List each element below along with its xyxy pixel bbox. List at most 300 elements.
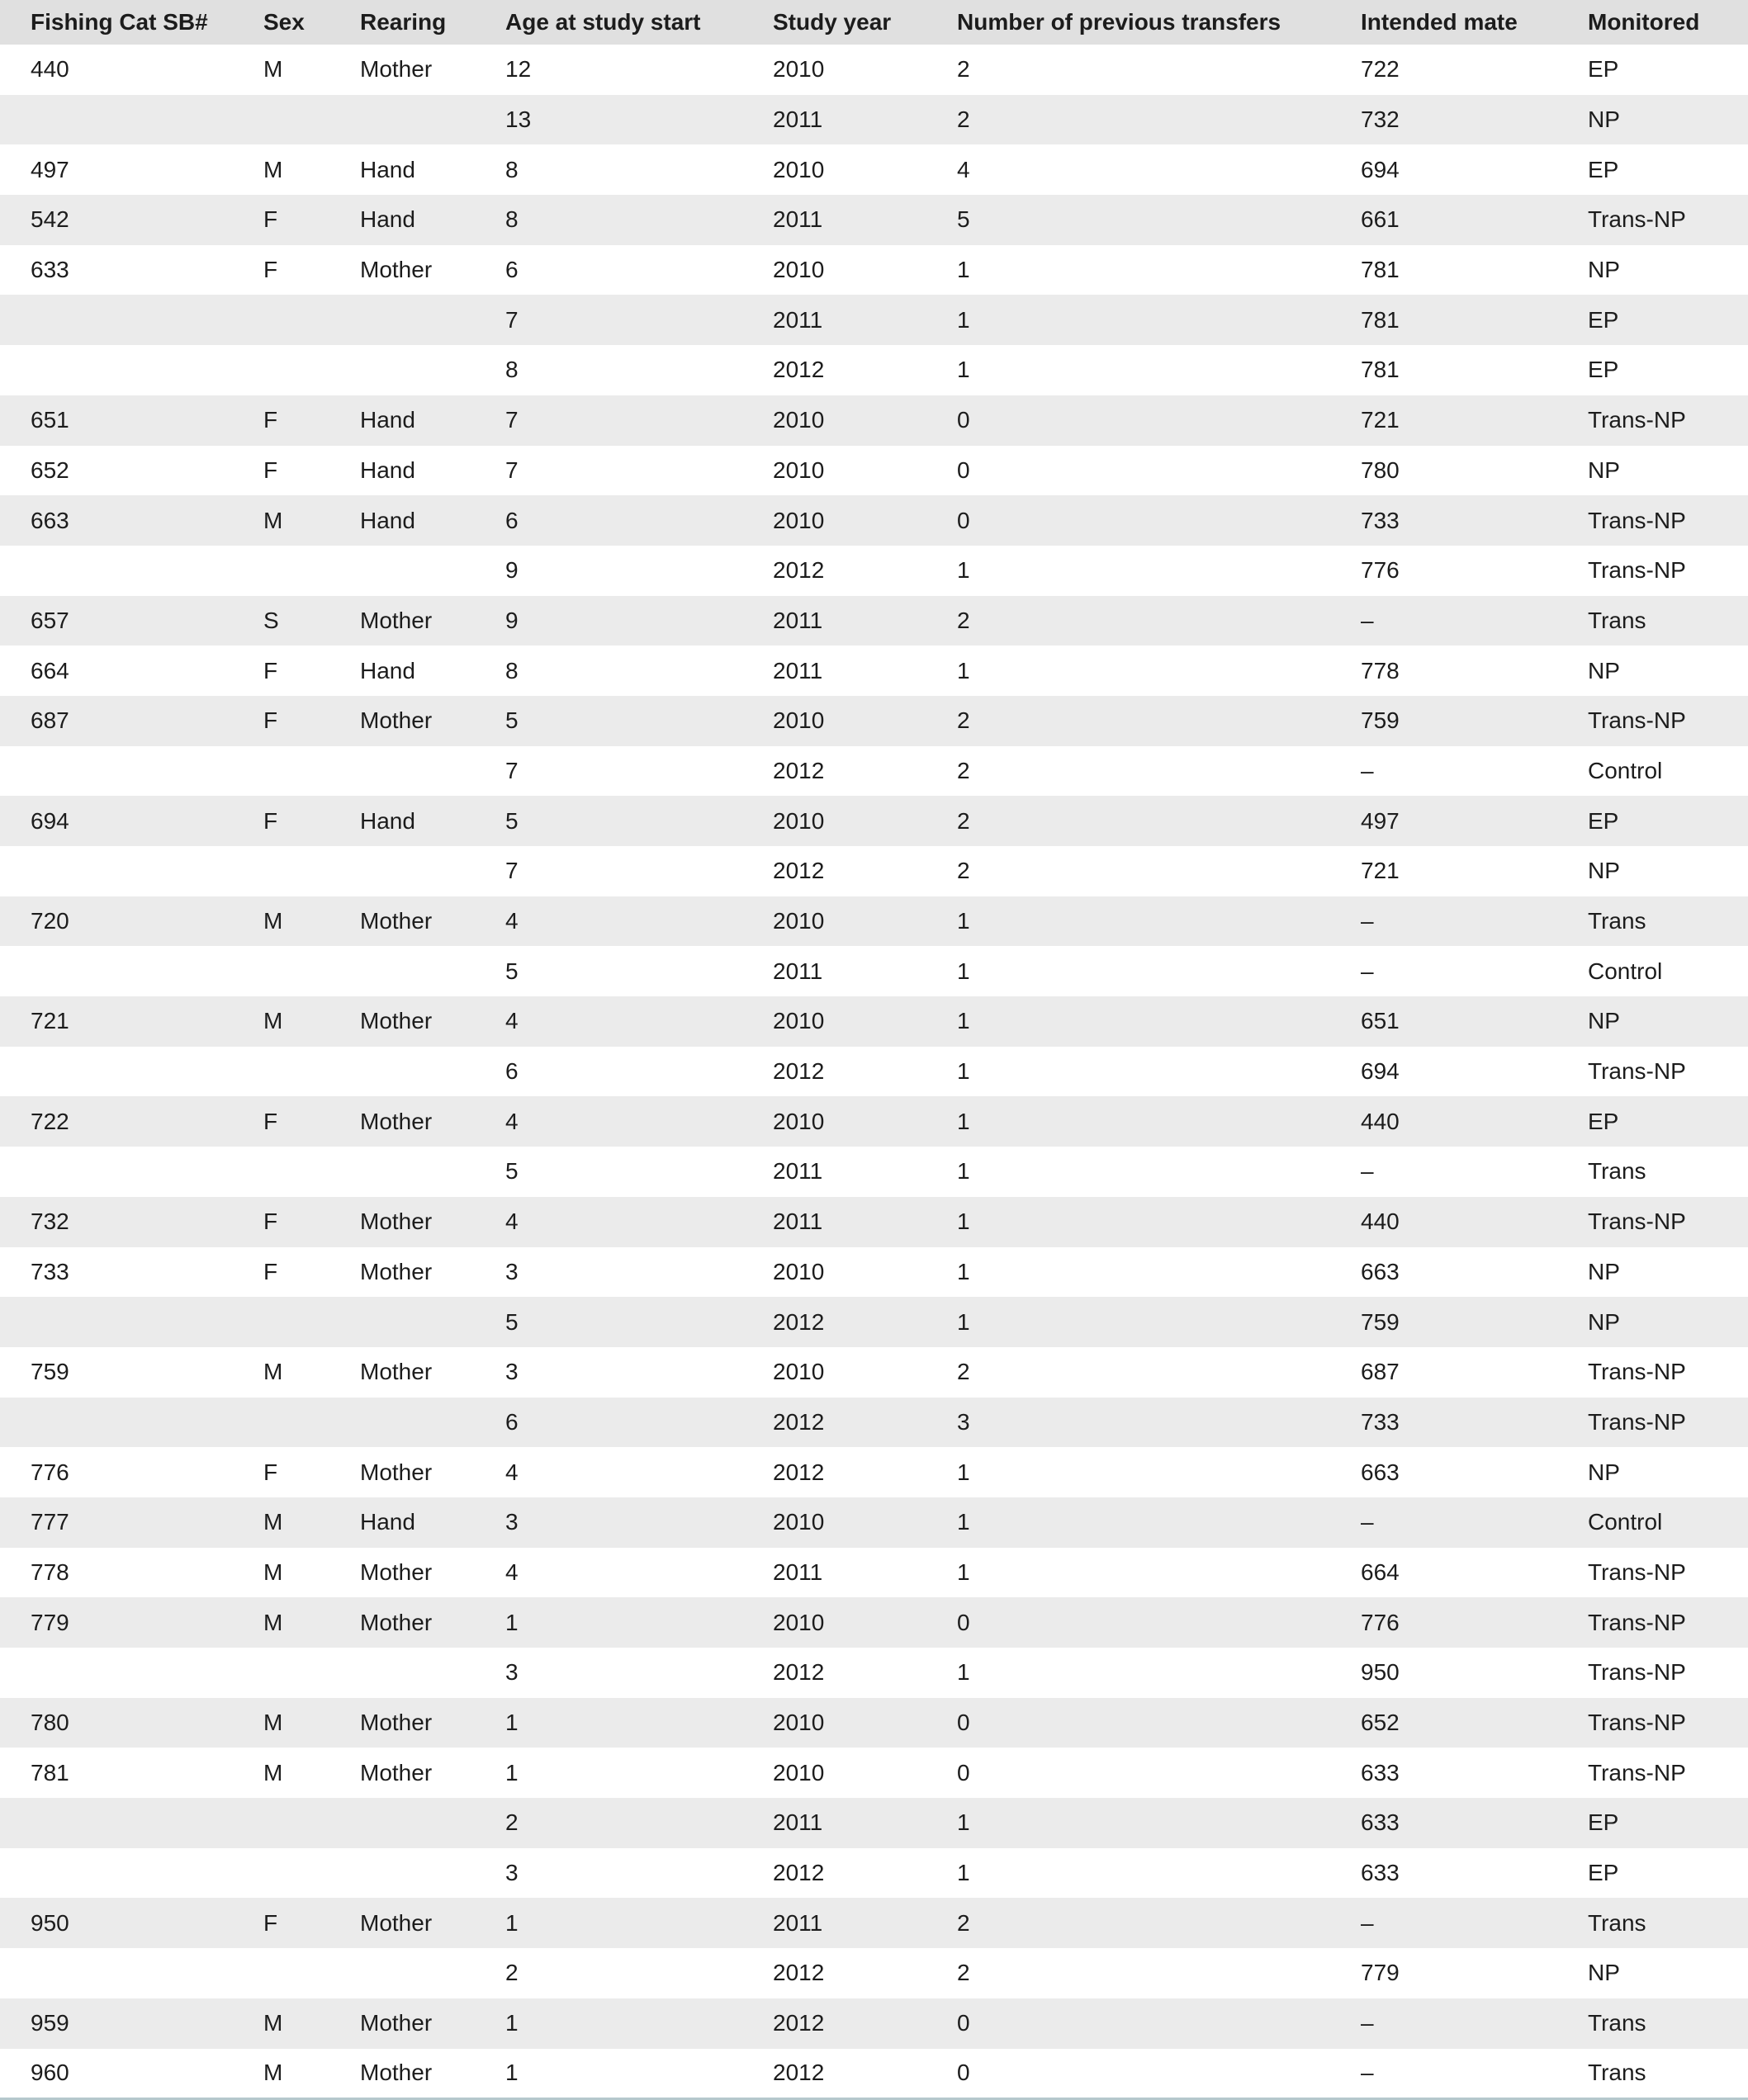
table-cell: 721 [1330, 846, 1557, 896]
table-cell: 4 [475, 996, 742, 1047]
table-cell: M [233, 1748, 329, 1798]
table-cell [329, 946, 475, 996]
table-cell: 651 [0, 395, 233, 446]
table-cell: 2011 [742, 195, 926, 245]
table-cell: 2 [926, 746, 1330, 797]
table-cell: Control [1557, 1497, 1748, 1548]
table-cell: 2012 [742, 846, 926, 896]
table-cell: Trans [1557, 2049, 1748, 2099]
table-cell [329, 95, 475, 145]
table-cell: 2012 [742, 746, 926, 797]
table-cell: EP [1557, 144, 1748, 195]
table-cell: – [1330, 1147, 1557, 1197]
table-cell [0, 95, 233, 145]
table-cell: 1 [475, 1898, 742, 1948]
table-cell [329, 1297, 475, 1347]
table-cell [0, 546, 233, 596]
table-cell: 733 [0, 1247, 233, 1298]
table-row [0, 896, 1748, 947]
table-cell: 6 [475, 1398, 742, 1448]
table-cell: 2010 [742, 45, 926, 95]
table-cell: 4 [475, 1197, 742, 1247]
table-cell [329, 1848, 475, 1899]
table-cell: 780 [0, 1698, 233, 1748]
table-cell: F [233, 696, 329, 746]
table-cell [233, 1398, 329, 1448]
table-cell: Mother [329, 45, 475, 95]
table-cell: 2 [926, 95, 1330, 145]
table-cell: 2012 [742, 1047, 926, 1097]
table-cell [0, 1848, 233, 1899]
table-cell: 1 [926, 1497, 1330, 1548]
table-cell [0, 746, 233, 797]
table-cell: 2012 [742, 1648, 926, 1698]
table-cell: 722 [0, 1096, 233, 1147]
table-cell: 1 [926, 1096, 1330, 1147]
table-cell: 9 [475, 596, 742, 646]
table-cell: Mother [329, 2049, 475, 2099]
table-cell: Trans-NP [1557, 1648, 1748, 1698]
table-row [0, 1347, 1748, 1398]
table-cell: Hand [329, 144, 475, 195]
table-cell: F [233, 195, 329, 245]
table-row [0, 1247, 1748, 1298]
table-cell: 2 [475, 1948, 742, 1998]
table-cell [0, 345, 233, 395]
table-cell: M [233, 1998, 329, 2049]
column-header: Fishing Cat SB# [0, 0, 233, 45]
table-cell: Trans-NP [1557, 1748, 1748, 1798]
table-cell: Control [1557, 746, 1748, 797]
table-cell: 6 [475, 1047, 742, 1097]
table-cell [233, 1798, 329, 1848]
table-cell [233, 846, 329, 896]
table-cell: Mother [329, 896, 475, 947]
table-cell [329, 295, 475, 345]
column-header: Age at study start [475, 0, 742, 45]
table-row [0, 1398, 1748, 1448]
table-cell: 778 [0, 1548, 233, 1598]
table-cell: 2010 [742, 696, 926, 746]
table-cell: 2011 [742, 295, 926, 345]
table-row [0, 1648, 1748, 1698]
table-row [0, 1748, 1748, 1798]
table-cell: Trans [1557, 1998, 1748, 2049]
table-cell [329, 546, 475, 596]
table-cell: 7 [475, 395, 742, 446]
column-header: Intended mate [1330, 0, 1557, 45]
table-cell: M [233, 144, 329, 195]
table-cell: 1 [926, 946, 1330, 996]
table-cell: Trans-NP [1557, 696, 1748, 746]
table-cell: 1 [475, 1597, 742, 1648]
table-cell: EP [1557, 45, 1748, 95]
table-row [0, 1447, 1748, 1497]
table-cell: Mother [329, 1447, 475, 1497]
table-cell: 633 [1330, 1748, 1557, 1798]
table-cell: Trans-NP [1557, 1398, 1748, 1448]
table-cell: 7 [475, 746, 742, 797]
table-cell [233, 946, 329, 996]
table-cell: 1 [475, 1998, 742, 2049]
table-cell: F [233, 1247, 329, 1298]
table-cell [329, 1047, 475, 1097]
table-cell [329, 1147, 475, 1197]
table-row [0, 1047, 1748, 1097]
table-cell: 779 [1330, 1948, 1557, 1998]
table-cell: 687 [1330, 1347, 1557, 1398]
table-cell: 12 [475, 45, 742, 95]
table-cell: Trans [1557, 1898, 1748, 1948]
table-cell: M [233, 1698, 329, 1748]
table-row [0, 596, 1748, 646]
table-row [0, 95, 1748, 145]
table-row [0, 45, 1748, 95]
table-row [0, 144, 1748, 195]
table-cell: 777 [0, 1497, 233, 1548]
table-cell: 2010 [742, 1597, 926, 1648]
table-cell: 950 [0, 1898, 233, 1948]
table-cell: M [233, 896, 329, 947]
table-cell: Trans-NP [1557, 1548, 1748, 1598]
table-row [0, 1497, 1748, 1548]
table-cell [329, 1798, 475, 1848]
table-header-row [0, 0, 1748, 45]
table-cell: 960 [0, 2049, 233, 2099]
table-cell: 776 [1330, 1597, 1557, 1648]
table-row [0, 1197, 1748, 1247]
table-row [0, 1297, 1748, 1347]
table-cell: 779 [0, 1597, 233, 1648]
table-cell: 7 [475, 446, 742, 496]
table-cell: Trans [1557, 896, 1748, 947]
table-cell: 2011 [742, 1197, 926, 1247]
table-cell: 0 [926, 395, 1330, 446]
table-row [0, 996, 1748, 1047]
table-cell: 1 [926, 1548, 1330, 1598]
table-cell: 2012 [742, 1398, 926, 1448]
table-cell: 3 [926, 1398, 1330, 1448]
table-cell: 959 [0, 1998, 233, 2049]
table-cell [329, 1398, 475, 1448]
table-cell: M [233, 1347, 329, 1398]
table-cell [0, 1297, 233, 1347]
table-row [0, 1698, 1748, 1748]
table-cell: 3 [475, 1648, 742, 1698]
table-cell: Trans-NP [1557, 1347, 1748, 1398]
table-cell [233, 1297, 329, 1347]
table-cell: 1 [926, 1047, 1330, 1097]
table-cell: 2011 [742, 646, 926, 696]
table-cell: 1 [926, 245, 1330, 296]
table-cell: Mother [329, 696, 475, 746]
column-header: Monitored [1557, 0, 1748, 45]
table-cell: EP [1557, 295, 1748, 345]
table-cell: – [1330, 896, 1557, 947]
table-cell: 2012 [742, 546, 926, 596]
table-cell: EP [1557, 796, 1748, 846]
table-cell: 3 [475, 1347, 742, 1398]
table-cell: Mother [329, 1998, 475, 2049]
table-row [0, 446, 1748, 496]
table-row [0, 746, 1748, 797]
table-cell: 1 [475, 1748, 742, 1798]
table-row [0, 245, 1748, 296]
table-cell: – [1330, 946, 1557, 996]
table-row [0, 2049, 1748, 2099]
table-cell: 2012 [742, 1948, 926, 1998]
table-cell: NP [1557, 95, 1748, 145]
table-cell: – [1330, 596, 1557, 646]
table-cell: 2012 [742, 1297, 926, 1347]
table-cell: 759 [0, 1347, 233, 1398]
table-cell: 2 [926, 596, 1330, 646]
table-cell: 652 [0, 446, 233, 496]
table-cell: 2010 [742, 495, 926, 546]
table-cell: 2011 [742, 95, 926, 145]
table-cell: Mother [329, 596, 475, 646]
table-cell: Trans-NP [1557, 195, 1748, 245]
table-cell: 0 [926, 495, 1330, 546]
table-cell: 663 [0, 495, 233, 546]
table-cell: 440 [1330, 1197, 1557, 1247]
table-cell: F [233, 245, 329, 296]
table-cell [0, 946, 233, 996]
table-cell: 776 [0, 1447, 233, 1497]
table-cell: 652 [1330, 1698, 1557, 1748]
table-cell: 5 [475, 946, 742, 996]
table-cell: M [233, 45, 329, 95]
table-cell: Trans-NP [1557, 1197, 1748, 1247]
table-row [0, 846, 1748, 896]
table-cell: 8 [475, 345, 742, 395]
table-cell: 2 [926, 1898, 1330, 1948]
table-cell: 2011 [742, 596, 926, 646]
table-cell [329, 1648, 475, 1698]
table-cell: 6 [475, 245, 742, 296]
table-cell [0, 295, 233, 345]
table-cell [233, 345, 329, 395]
table-row [0, 696, 1748, 746]
table-cell: 633 [0, 245, 233, 296]
table-cell: 2010 [742, 446, 926, 496]
table-cell [0, 1948, 233, 1998]
table-cell: 2 [926, 1347, 1330, 1398]
table-cell: Trans-NP [1557, 546, 1748, 596]
table-cell: 5 [926, 195, 1330, 245]
table-cell: 0 [926, 1998, 1330, 2049]
table-cell: F [233, 395, 329, 446]
table-cell: 1 [926, 1848, 1330, 1899]
table-cell: 2011 [742, 1147, 926, 1197]
table-cell: Mother [329, 1247, 475, 1298]
table-cell: F [233, 1197, 329, 1247]
table-cell: 2010 [742, 1247, 926, 1298]
table-cell: 497 [1330, 796, 1557, 846]
table-cell: 440 [1330, 1096, 1557, 1147]
table-cell: Mother [329, 1197, 475, 1247]
table-cell: 759 [1330, 1297, 1557, 1347]
table-cell: 721 [0, 996, 233, 1047]
table-cell: 8 [475, 144, 742, 195]
table-cell [233, 1648, 329, 1698]
table-cell: 4 [926, 144, 1330, 195]
table-cell: 4 [475, 1548, 742, 1598]
table-cell: 1 [926, 295, 1330, 345]
table-cell: NP [1557, 846, 1748, 896]
table-cell: 633 [1330, 1848, 1557, 1899]
table-cell: 1 [926, 896, 1330, 947]
table-cell: NP [1557, 1447, 1748, 1497]
table-cell: 0 [926, 1698, 1330, 1748]
table-cell: 1 [926, 1247, 1330, 1298]
table-cell: 542 [0, 195, 233, 245]
table-cell: F [233, 446, 329, 496]
table-cell: 2012 [742, 345, 926, 395]
table-cell [233, 546, 329, 596]
table-cell: 1 [926, 1297, 1330, 1347]
table-cell: F [233, 1898, 329, 1948]
table-cell: 657 [0, 596, 233, 646]
table-cell: Trans-NP [1557, 1597, 1748, 1648]
table-cell: 781 [1330, 245, 1557, 296]
table-cell [233, 1948, 329, 1998]
table-cell: Hand [329, 446, 475, 496]
table-cell: 2010 [742, 395, 926, 446]
column-header: Study year [742, 0, 926, 45]
table-cell: 2010 [742, 245, 926, 296]
table-cell: 0 [926, 1597, 1330, 1648]
table-cell: 1 [926, 1147, 1330, 1197]
table-row [0, 646, 1748, 696]
table-cell: 1 [475, 1698, 742, 1748]
table-cell: 4 [475, 1096, 742, 1147]
table-cell: 2010 [742, 1347, 926, 1398]
table-cell: M [233, 996, 329, 1047]
table-cell: 5 [475, 796, 742, 846]
table-cell [233, 95, 329, 145]
table-cell: Mother [329, 1096, 475, 1147]
table-cell: Mother [329, 1898, 475, 1948]
table-cell: Trans [1557, 596, 1748, 646]
table-cell: NP [1557, 1297, 1748, 1347]
table-cell: Mother [329, 1347, 475, 1398]
table-cell: Mother [329, 1698, 475, 1748]
table-cell: EP [1557, 345, 1748, 395]
table-cell: 633 [1330, 1798, 1557, 1848]
table-cell: Hand [329, 395, 475, 446]
table-cell: 8 [475, 646, 742, 696]
table-cell [233, 1147, 329, 1197]
column-header: Sex [233, 0, 329, 45]
table-cell: 694 [0, 796, 233, 846]
table-cell: 4 [475, 1447, 742, 1497]
table-cell: Mother [329, 996, 475, 1047]
table-cell [329, 746, 475, 797]
table-row [0, 1898, 1748, 1948]
table-cell: 0 [926, 2049, 1330, 2099]
table-header [0, 0, 1748, 45]
table-cell: Trans-NP [1557, 1047, 1748, 1097]
table-cell: 8 [475, 195, 742, 245]
table-cell: EP [1557, 1096, 1748, 1147]
table-cell: 5 [475, 1147, 742, 1197]
table-cell: F [233, 1447, 329, 1497]
table-cell: NP [1557, 996, 1748, 1047]
table-cell: M [233, 1548, 329, 1598]
table-cell: 2 [926, 696, 1330, 746]
table-cell: 759 [1330, 696, 1557, 746]
table-cell: 661 [1330, 195, 1557, 245]
table-cell: 664 [0, 646, 233, 696]
table-cell: 2010 [742, 796, 926, 846]
table-cell [329, 1948, 475, 1998]
table-cell: Hand [329, 195, 475, 245]
table-cell: Hand [329, 646, 475, 696]
table-cell: 721 [1330, 395, 1557, 446]
table-cell [0, 1047, 233, 1097]
table-cell: 781 [1330, 295, 1557, 345]
table-cell: 497 [0, 144, 233, 195]
table-cell: 2011 [742, 1548, 926, 1598]
table-cell: 950 [1330, 1648, 1557, 1698]
table-cell: 663 [1330, 1247, 1557, 1298]
table-cell: 2 [926, 846, 1330, 896]
table-cell: – [1330, 1998, 1557, 2049]
table-cell: Mother [329, 245, 475, 296]
table-row [0, 345, 1748, 395]
table-cell: NP [1557, 1948, 1748, 1998]
table-cell: 2 [926, 45, 1330, 95]
table-cell: 0 [926, 446, 1330, 496]
table-cell: Trans [1557, 1147, 1748, 1197]
table-cell [233, 1047, 329, 1097]
table-cell: 9 [475, 546, 742, 596]
table-cell: 1 [926, 1447, 1330, 1497]
column-header: Rearing [329, 0, 475, 45]
table-row [0, 1998, 1748, 2049]
table-cell: 720 [0, 896, 233, 947]
table-cell: Hand [329, 796, 475, 846]
table-cell: 2 [926, 796, 1330, 846]
table-cell [0, 1648, 233, 1698]
table-row [0, 546, 1748, 596]
table-cell: 440 [0, 45, 233, 95]
table-cell: 2012 [742, 1998, 926, 2049]
table-row [0, 1948, 1748, 1998]
table-cell: 1 [926, 996, 1330, 1047]
table-cell: 2010 [742, 996, 926, 1047]
table-cell: – [1330, 1497, 1557, 1548]
table-cell: 687 [0, 696, 233, 746]
table-cell: Mother [329, 1548, 475, 1598]
table-cell: EP [1557, 1798, 1748, 1848]
table-cell: NP [1557, 446, 1748, 496]
column-header: Number of previous transfers [926, 0, 1330, 45]
table-cell: 6 [475, 495, 742, 546]
table-cell: 1 [475, 2049, 742, 2099]
table-row [0, 295, 1748, 345]
table-cell: 651 [1330, 996, 1557, 1047]
table-body [0, 45, 1748, 2098]
table-cell: 1 [926, 646, 1330, 696]
table-cell: 722 [1330, 45, 1557, 95]
table-row [0, 1848, 1748, 1899]
table-cell: 1 [926, 1798, 1330, 1848]
table-row [0, 195, 1748, 245]
table-cell [0, 1798, 233, 1848]
table-cell [0, 846, 233, 896]
